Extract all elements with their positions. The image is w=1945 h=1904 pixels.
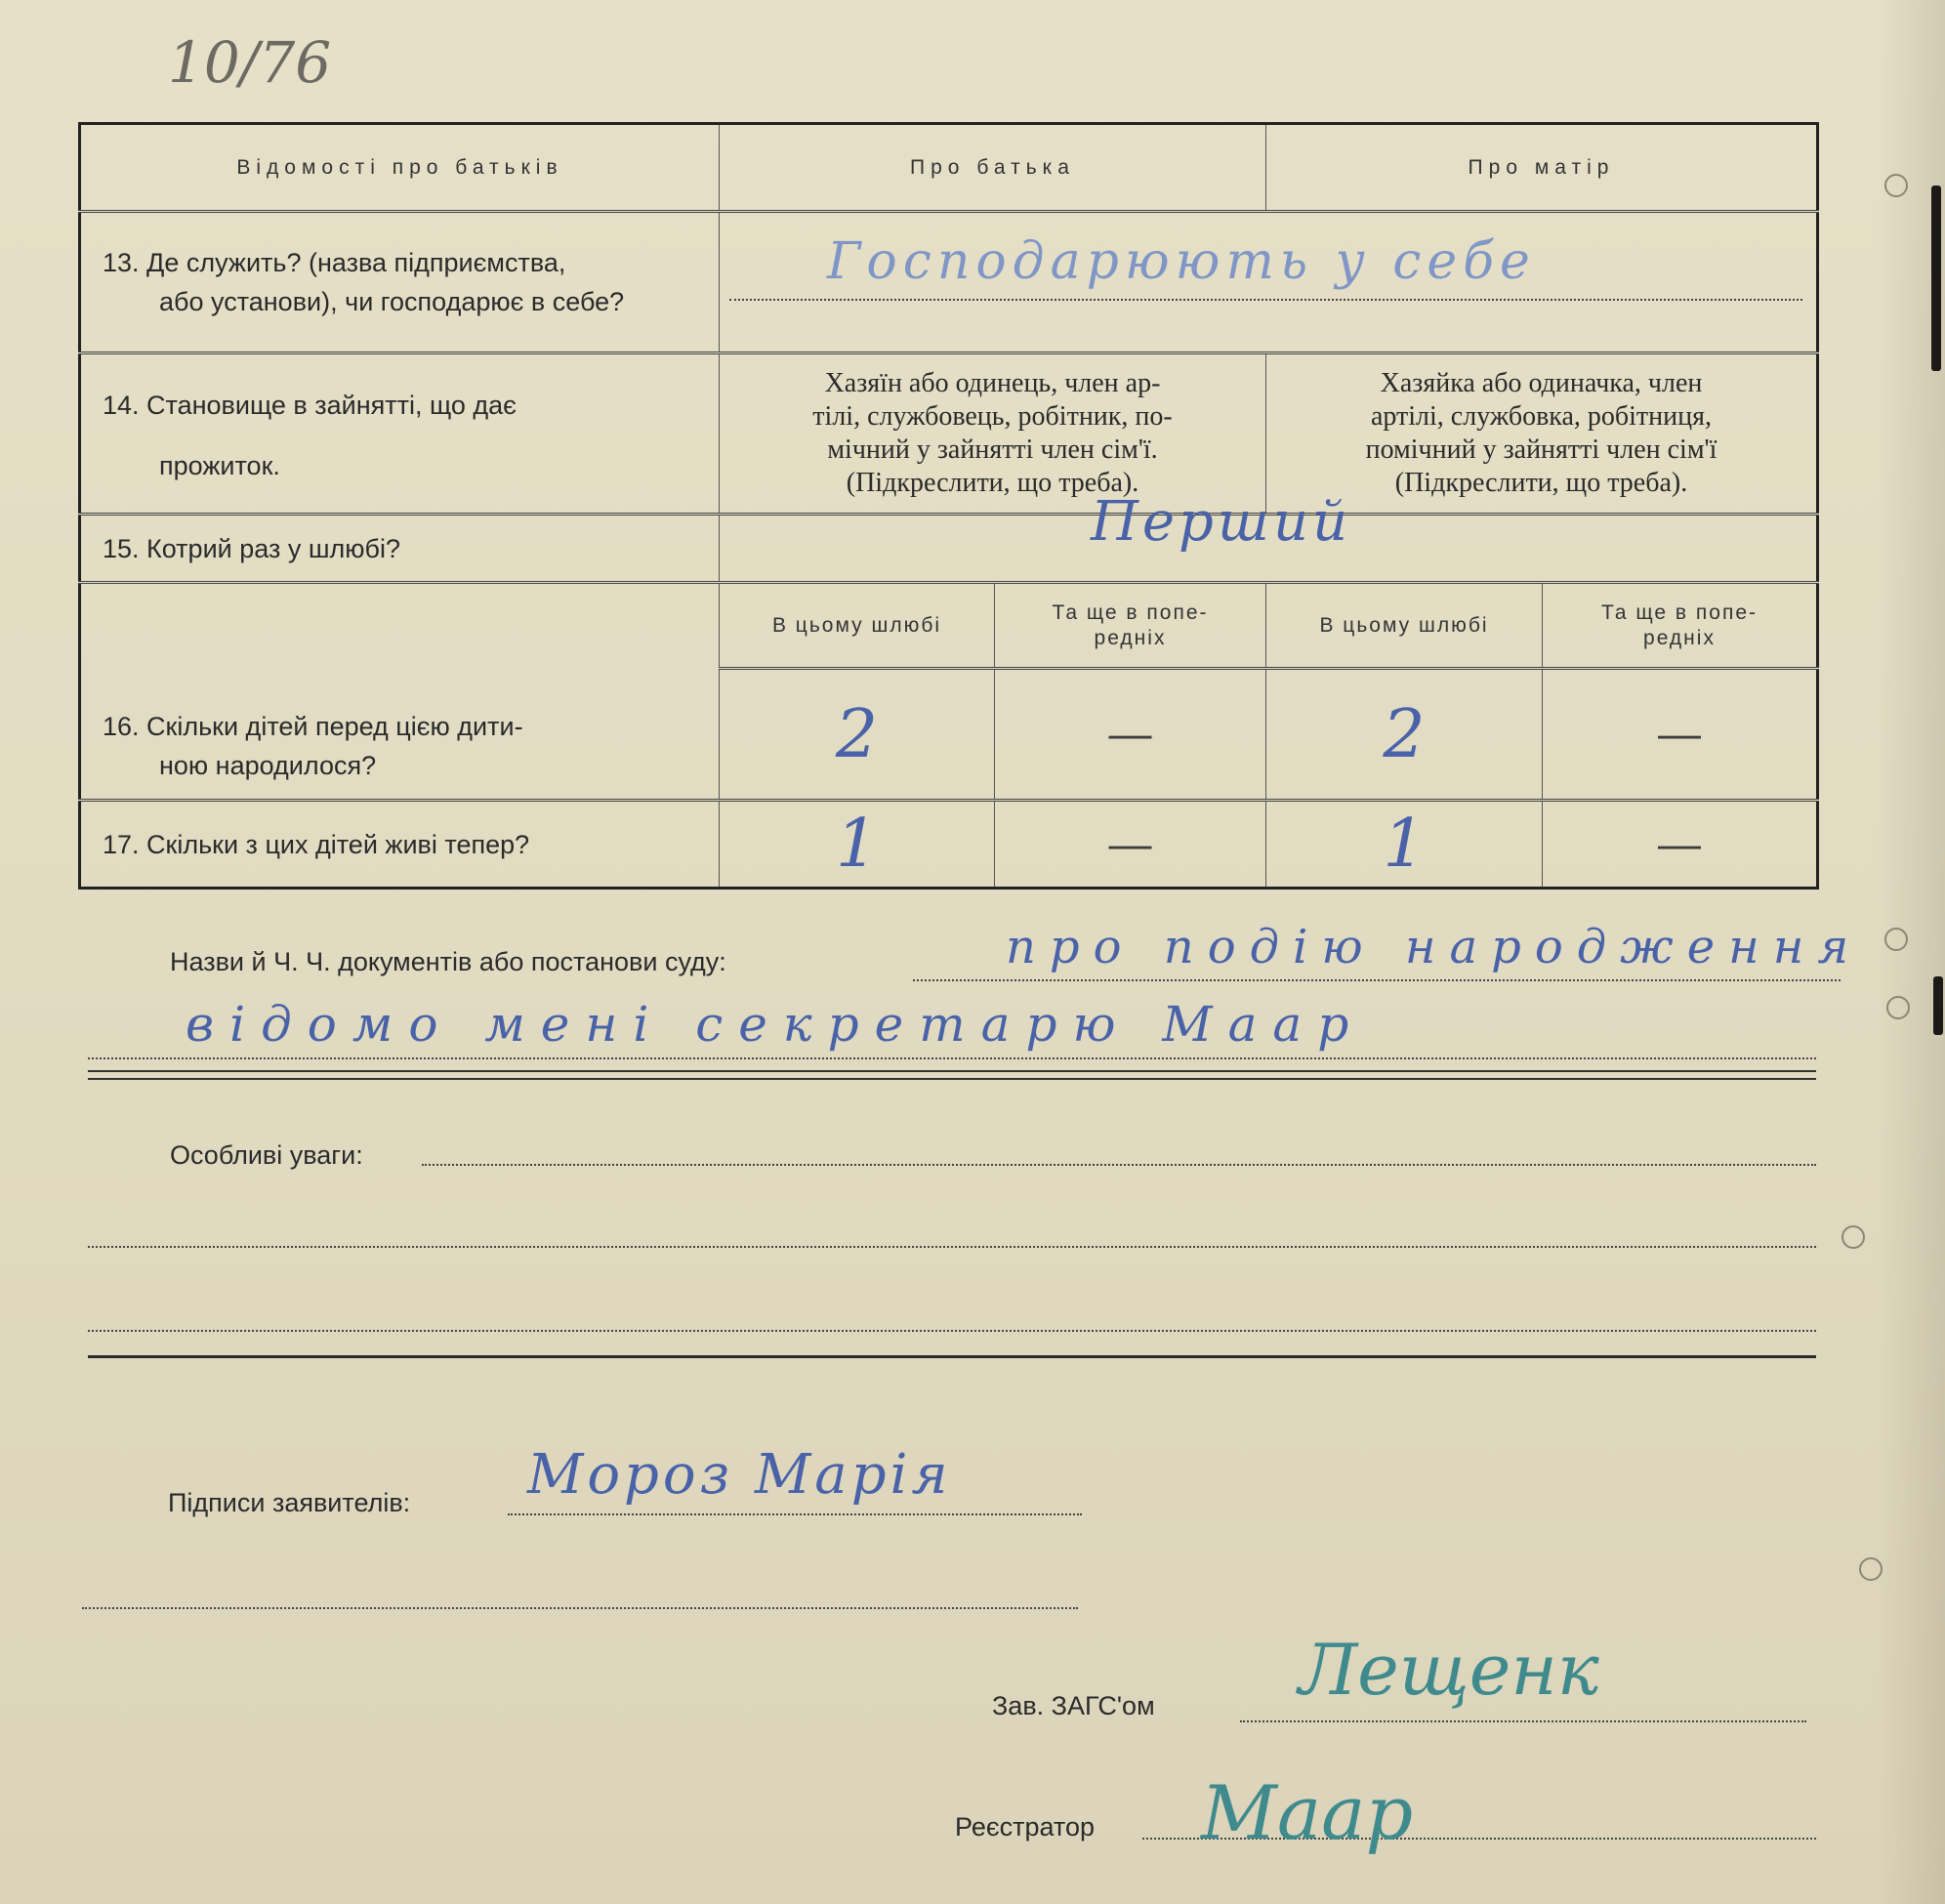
- notes-label: Особливі уваги:: [170, 1140, 363, 1170]
- q14-father-line2: тілі, службовець, робітник, по-: [812, 401, 1173, 432]
- binding-clip: [1931, 186, 1941, 371]
- q16-mother-previous: —: [1543, 669, 1818, 801]
- q14-father-line3: мічний у зайнятті член сім'ї.: [827, 435, 1158, 465]
- registrar-label: Реєстратор: [955, 1812, 1096, 1842]
- q14-mother-line3: помічний у зайнятті член сім'ї: [1365, 435, 1717, 465]
- documents-handwriting-2: відомо мені секретарю Маар: [186, 996, 1365, 1053]
- q13-label: [80, 212, 720, 353]
- subheader-mother-previous: Та ще в попе- редніх: [1543, 583, 1818, 669]
- punch-hole: [1884, 174, 1908, 197]
- q13-answer: Господарюють у себе: [827, 232, 1536, 291]
- q13-label-line1: 13. Де служить? (назва підприємства,: [103, 248, 566, 277]
- q14-label: [80, 353, 720, 515]
- q17-label: 17. Скільки з цих дітей живі тепер?: [80, 801, 720, 889]
- notes-line-2: [88, 1246, 1816, 1248]
- notes-section-divider: [88, 1355, 1816, 1358]
- q14-label-line1: 14. Становище в зайнятті, що дає: [103, 391, 517, 420]
- registrar-signature: Маар: [1201, 1769, 1414, 1856]
- applicants-signatures-label: Підписи заявителів:: [168, 1488, 411, 1517]
- binding-clip: [1933, 976, 1943, 1035]
- punch-hole: [1842, 1225, 1865, 1249]
- documents-section-divider: [88, 1070, 1816, 1080]
- documents-handwriting-1: про подію народження: [1006, 920, 1863, 974]
- q13-answer-line: [729, 299, 1802, 301]
- q15-answer: Перший: [1091, 490, 1352, 554]
- header-father: Про батька: [720, 124, 1266, 212]
- q15-answer-cell: [720, 490, 1818, 583]
- q14-father-line1: Хазяїн або одинець, член ар-: [824, 368, 1161, 398]
- q17-mother-previous: —: [1543, 801, 1818, 889]
- applicants-signature-line-1: [508, 1513, 1082, 1515]
- punch-hole: [1884, 928, 1908, 951]
- punch-hole: [1859, 1557, 1883, 1581]
- q14-label-line2: прожиток.: [159, 451, 280, 480]
- q16-father-previous: —: [995, 669, 1266, 801]
- q16-father-this: 2: [720, 669, 995, 801]
- q13-label-line2: або установи), чи господарює в себе?: [159, 287, 625, 316]
- parents-info-table: [78, 122, 1819, 890]
- header-mother: Про матір: [1266, 124, 1818, 212]
- head-signature-line: [1240, 1720, 1806, 1722]
- subheader-mother-this-marriage: В цьому шлюбі: [1266, 583, 1543, 669]
- q14-father-line4: (Підкреслити, що треба).: [846, 468, 1139, 498]
- q14-mother-line1: Хазяйка або одиначка, член: [1380, 368, 1703, 398]
- head-label: Зав. ЗАГС'ом: [992, 1691, 1155, 1720]
- archive-number: 10/76: [168, 29, 332, 96]
- punch-hole: [1886, 996, 1910, 1019]
- q14-mother-line2: артілі, службовка, робітниця,: [1370, 401, 1712, 432]
- q16-label-line1: 16. Скільки дітей перед цією дити-: [103, 712, 523, 741]
- header-parents-info: Відомості про батьків: [80, 124, 720, 212]
- q16-label-line2: ною народилося?: [159, 751, 377, 780]
- q15-label: 15. Котрий раз у шлюбі?: [80, 515, 720, 583]
- q17-father-previous: —: [995, 801, 1266, 889]
- q17-father-this: 1: [720, 801, 995, 889]
- q16-mother-this: 2: [1266, 669, 1543, 801]
- q17-mother-this: 1: [1266, 801, 1543, 889]
- applicants-signature-line-2: [82, 1607, 1078, 1609]
- head-signature: Лещенк: [1299, 1629, 1599, 1711]
- subheader-father-this-marriage: В цьому шлюбі: [720, 583, 995, 669]
- notes-line-3: [88, 1330, 1816, 1332]
- applicants-signature: Мороз Марія: [527, 1443, 952, 1507]
- q14-mother-line4: (Підкреслити, що треба).: [1394, 468, 1688, 498]
- q13-answer-cell: [720, 212, 1818, 353]
- q16-label-cell: [80, 583, 720, 801]
- documents-line-1: [913, 979, 1841, 981]
- documents-line-2: [88, 1057, 1816, 1059]
- documents-label: Назви й Ч. Ч. документів або постанови суду:: [170, 947, 726, 976]
- notes-line-1: [422, 1164, 1816, 1166]
- subheader-father-previous: Та ще в попе- редніх: [995, 583, 1266, 669]
